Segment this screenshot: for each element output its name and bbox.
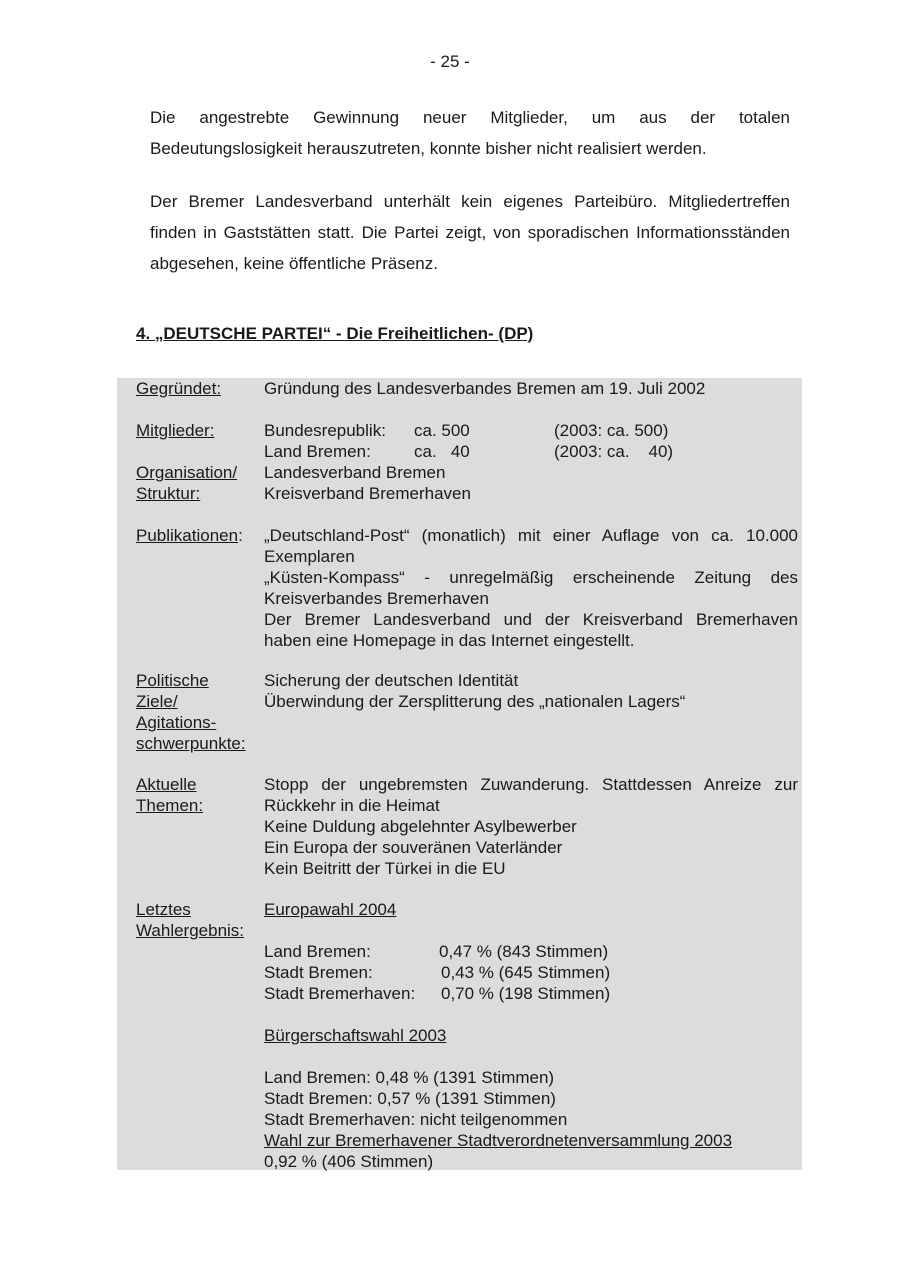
value-goals: Sicherung der deutschen Identität Überwindung der Zersplitterung des „nationalen Lagers“ xyxy=(264,671,686,711)
party-info-box xyxy=(117,378,802,1170)
value-publications: „Deutschland-Post“ (monatlich) mit einer Auflage von ca. 10.000 Exemplaren „Küsten-Kompass“ - unregelmäßig erscheinende Zeitung des Kreisverbandes Bremerhaven Der Bremer Landesverband und der Kreisverband Bremerhaven haben eine Homepage in das Internet eingestellt. xyxy=(264,526,798,650)
eu-result-row: Stadt Bremen: 0,43 % (645 Stimmen) xyxy=(264,963,611,982)
svv-result: 0,92 % (406 Stimmen) xyxy=(264,1152,434,1171)
label-founded: Gegründet: xyxy=(136,379,222,398)
eu-election-title: Europawahl 2004 xyxy=(264,900,397,919)
members-row: Land Bremen: ca. 40 (2003: ca. 40) xyxy=(264,442,674,461)
value-founded: Gründung des Landesverbandes Bremen am 19. Juli 2002 xyxy=(264,379,706,398)
label-publications: Publikationen: xyxy=(136,526,243,545)
bw-election-title: Bürgerschaftswahl 2003 xyxy=(264,1026,447,1045)
page-number: - 25 - xyxy=(430,52,470,71)
label-goals: Politische Ziele/ Agitations- schwerpunkte: xyxy=(136,671,246,753)
paragraph-party-office: Der Bremer Landesverband unterhält kein eigenes Parteibüro. Mitgliedertreffen finden in Gaststätten statt. Die Partei zeigt, von sporadischen Informationsständen abgesehen, keine öffentliche Präsenz. xyxy=(150,192,790,273)
bw-result-line: Stadt Bremen: 0,57 % (1391 Stimmen) xyxy=(264,1089,556,1108)
label-topics: Aktuelle Themen: xyxy=(136,775,204,815)
eu-result-row: Stadt Bremerhaven: 0,70 % (198 Stimmen) xyxy=(264,984,611,1003)
value-results xyxy=(264,899,798,1172)
label-organisation: Organisation/ Struktur: xyxy=(136,463,238,503)
value-topics: Stopp der ungebremsten Zuwanderung. Stattdessen Anreize zur Rückkehr in die Heimat Keine Duldung abgelehnter Asylbewerber Ein Europa der souveränen Vaterländer Kein Beitritt der Türkei in die EU xyxy=(264,775,798,878)
value-organisation: Landesverband Bremen Kreisverband Bremerhaven xyxy=(264,463,471,503)
bw-result-line: Land Bremen: 0,48 % (1391 Stimmen) xyxy=(264,1068,555,1087)
bw-result-line: Stadt Bremerhaven: nicht teilgenommen xyxy=(264,1110,568,1129)
section-heading: 4. „DEUTSCHE PARTEI“ - Die Freiheitlichen- (DP) xyxy=(136,324,534,343)
members-row: Bundesrepublik: ca. 500 (2003: ca. 500) xyxy=(264,421,669,440)
eu-result-row: Land Bremen: 0,47 % (843 Stimmen) xyxy=(264,942,609,961)
label-members: Mitglieder: xyxy=(136,421,215,440)
svv-election-title: Wahl zur Bremerhavener Stadtverordnetenversammlung 2003 xyxy=(264,1131,733,1150)
value-members xyxy=(264,420,798,462)
label-results: Letztes Wahlergebnis: xyxy=(136,900,245,940)
paragraph-membership: Die angestrebte Gewinnung neuer Mitglieder, um aus der totalen Bedeutungslosigkeit herauszutreten, konnte bisher nicht realisiert werden. xyxy=(150,108,790,158)
